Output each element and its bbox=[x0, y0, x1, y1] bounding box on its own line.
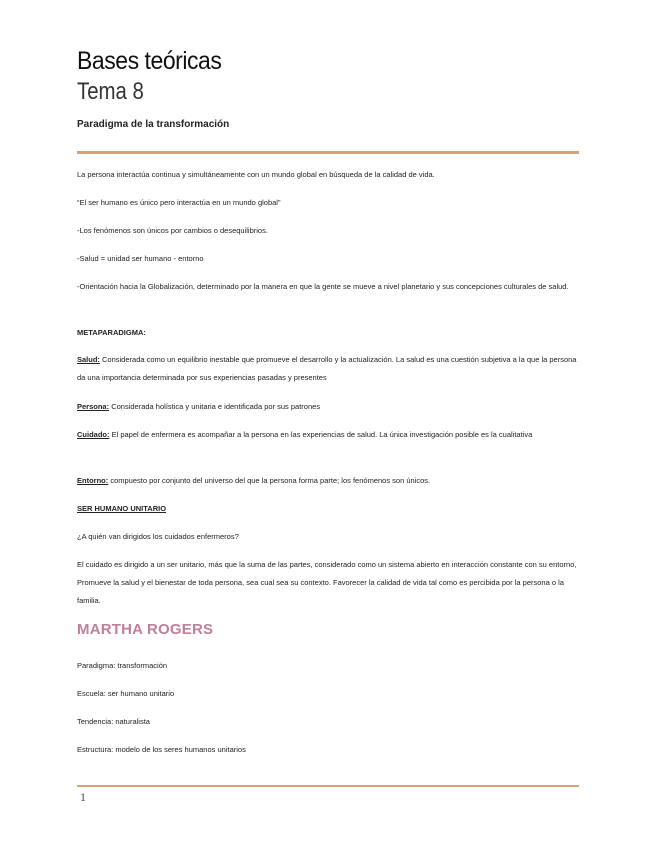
section-heading: Paradigma de la transformación bbox=[77, 119, 230, 130]
ser-humano-heading: SER HUMANO UNITARIO bbox=[77, 504, 167, 513]
top-divider bbox=[77, 151, 579, 154]
paradigma-line: Paradigma: transformación bbox=[77, 661, 168, 670]
paragraph-intro: La persona interactúa continua y simultáneamente con un mundo global en búsqueda de la calidad de vida. bbox=[77, 170, 435, 179]
martha-rogers-heading: MARTHA ROGERS bbox=[77, 621, 214, 638]
persona-label: Persona: bbox=[77, 402, 110, 411]
document-title: Bases teóricas bbox=[77, 47, 222, 75]
paragraph-quote: “El ser humano es único pero interactúa en un mundo global” bbox=[77, 198, 281, 207]
cuidado-text: El papel de enfermera es acompañar a la persona en las experiencias de salud. La única investigación posible es la cualitativa bbox=[109, 430, 533, 439]
estructura-line: Estructura: modelo de los seres humanos unitarios bbox=[77, 745, 246, 754]
escuela-line: Escuela: ser humano unitario bbox=[77, 689, 175, 698]
paragraph-salud bbox=[77, 351, 579, 387]
paragraph-salud-unidad: -Salud = unidad ser humano - entorno bbox=[77, 254, 204, 263]
paragraph-cuidado bbox=[77, 426, 579, 444]
paragraph-question: ¿A quién van dirigidos los cuidados enfermeros? bbox=[77, 532, 239, 541]
page-number: 1 bbox=[80, 790, 86, 804]
bottom-divider bbox=[77, 785, 579, 787]
entorno-label: Entorno: bbox=[77, 476, 109, 485]
paragraph-cuidado-dirigido: El cuidado es dirigido a un ser unitario, más que la suma de las partes, considerado como un sistema abierto en interacción constante con su entorno, Promueve la salud y el bienestar de toda persona, sea cual sea su contexto. Favorecer la calidad de vida tal como es percibida por la persona o la familia. bbox=[77, 560, 577, 605]
metaparadigma-label: METAPARADIGMA: bbox=[77, 328, 146, 337]
paragraph-persona bbox=[77, 398, 579, 416]
salud-text: Considerada como un equilibrio inestable que promueve el desarrollo y la actualización. La salud es una cuestión subjetiva a la que la persona da una importancia determinada por sus experiencias pasadas y presentes bbox=[77, 355, 577, 382]
entorno-text: compuesto por conjunto del universo del que la persona forma parte; los fenómenos son únicos. bbox=[108, 476, 431, 485]
persona-text: Considerada holística y unitaria e identificada por sus patrones bbox=[109, 402, 321, 411]
salud-label: Salud: bbox=[77, 355, 100, 364]
document-subtitle: Tema 8 bbox=[77, 78, 144, 105]
cuidado-label: Cuidado: bbox=[77, 430, 110, 439]
tendencia-line: Tendencia: naturalista bbox=[77, 717, 150, 726]
paragraph-fenomenos: -Los fenómenos son únicos por cambios o desequilibrios. bbox=[77, 226, 268, 235]
paragraph-orientacion: -Orientación hacia la Globalización, determinado por la manera en que la gente se mueve a nivel planetario y sus concepciones culturales de salud. bbox=[77, 282, 569, 291]
paragraph-entorno bbox=[77, 472, 579, 490]
